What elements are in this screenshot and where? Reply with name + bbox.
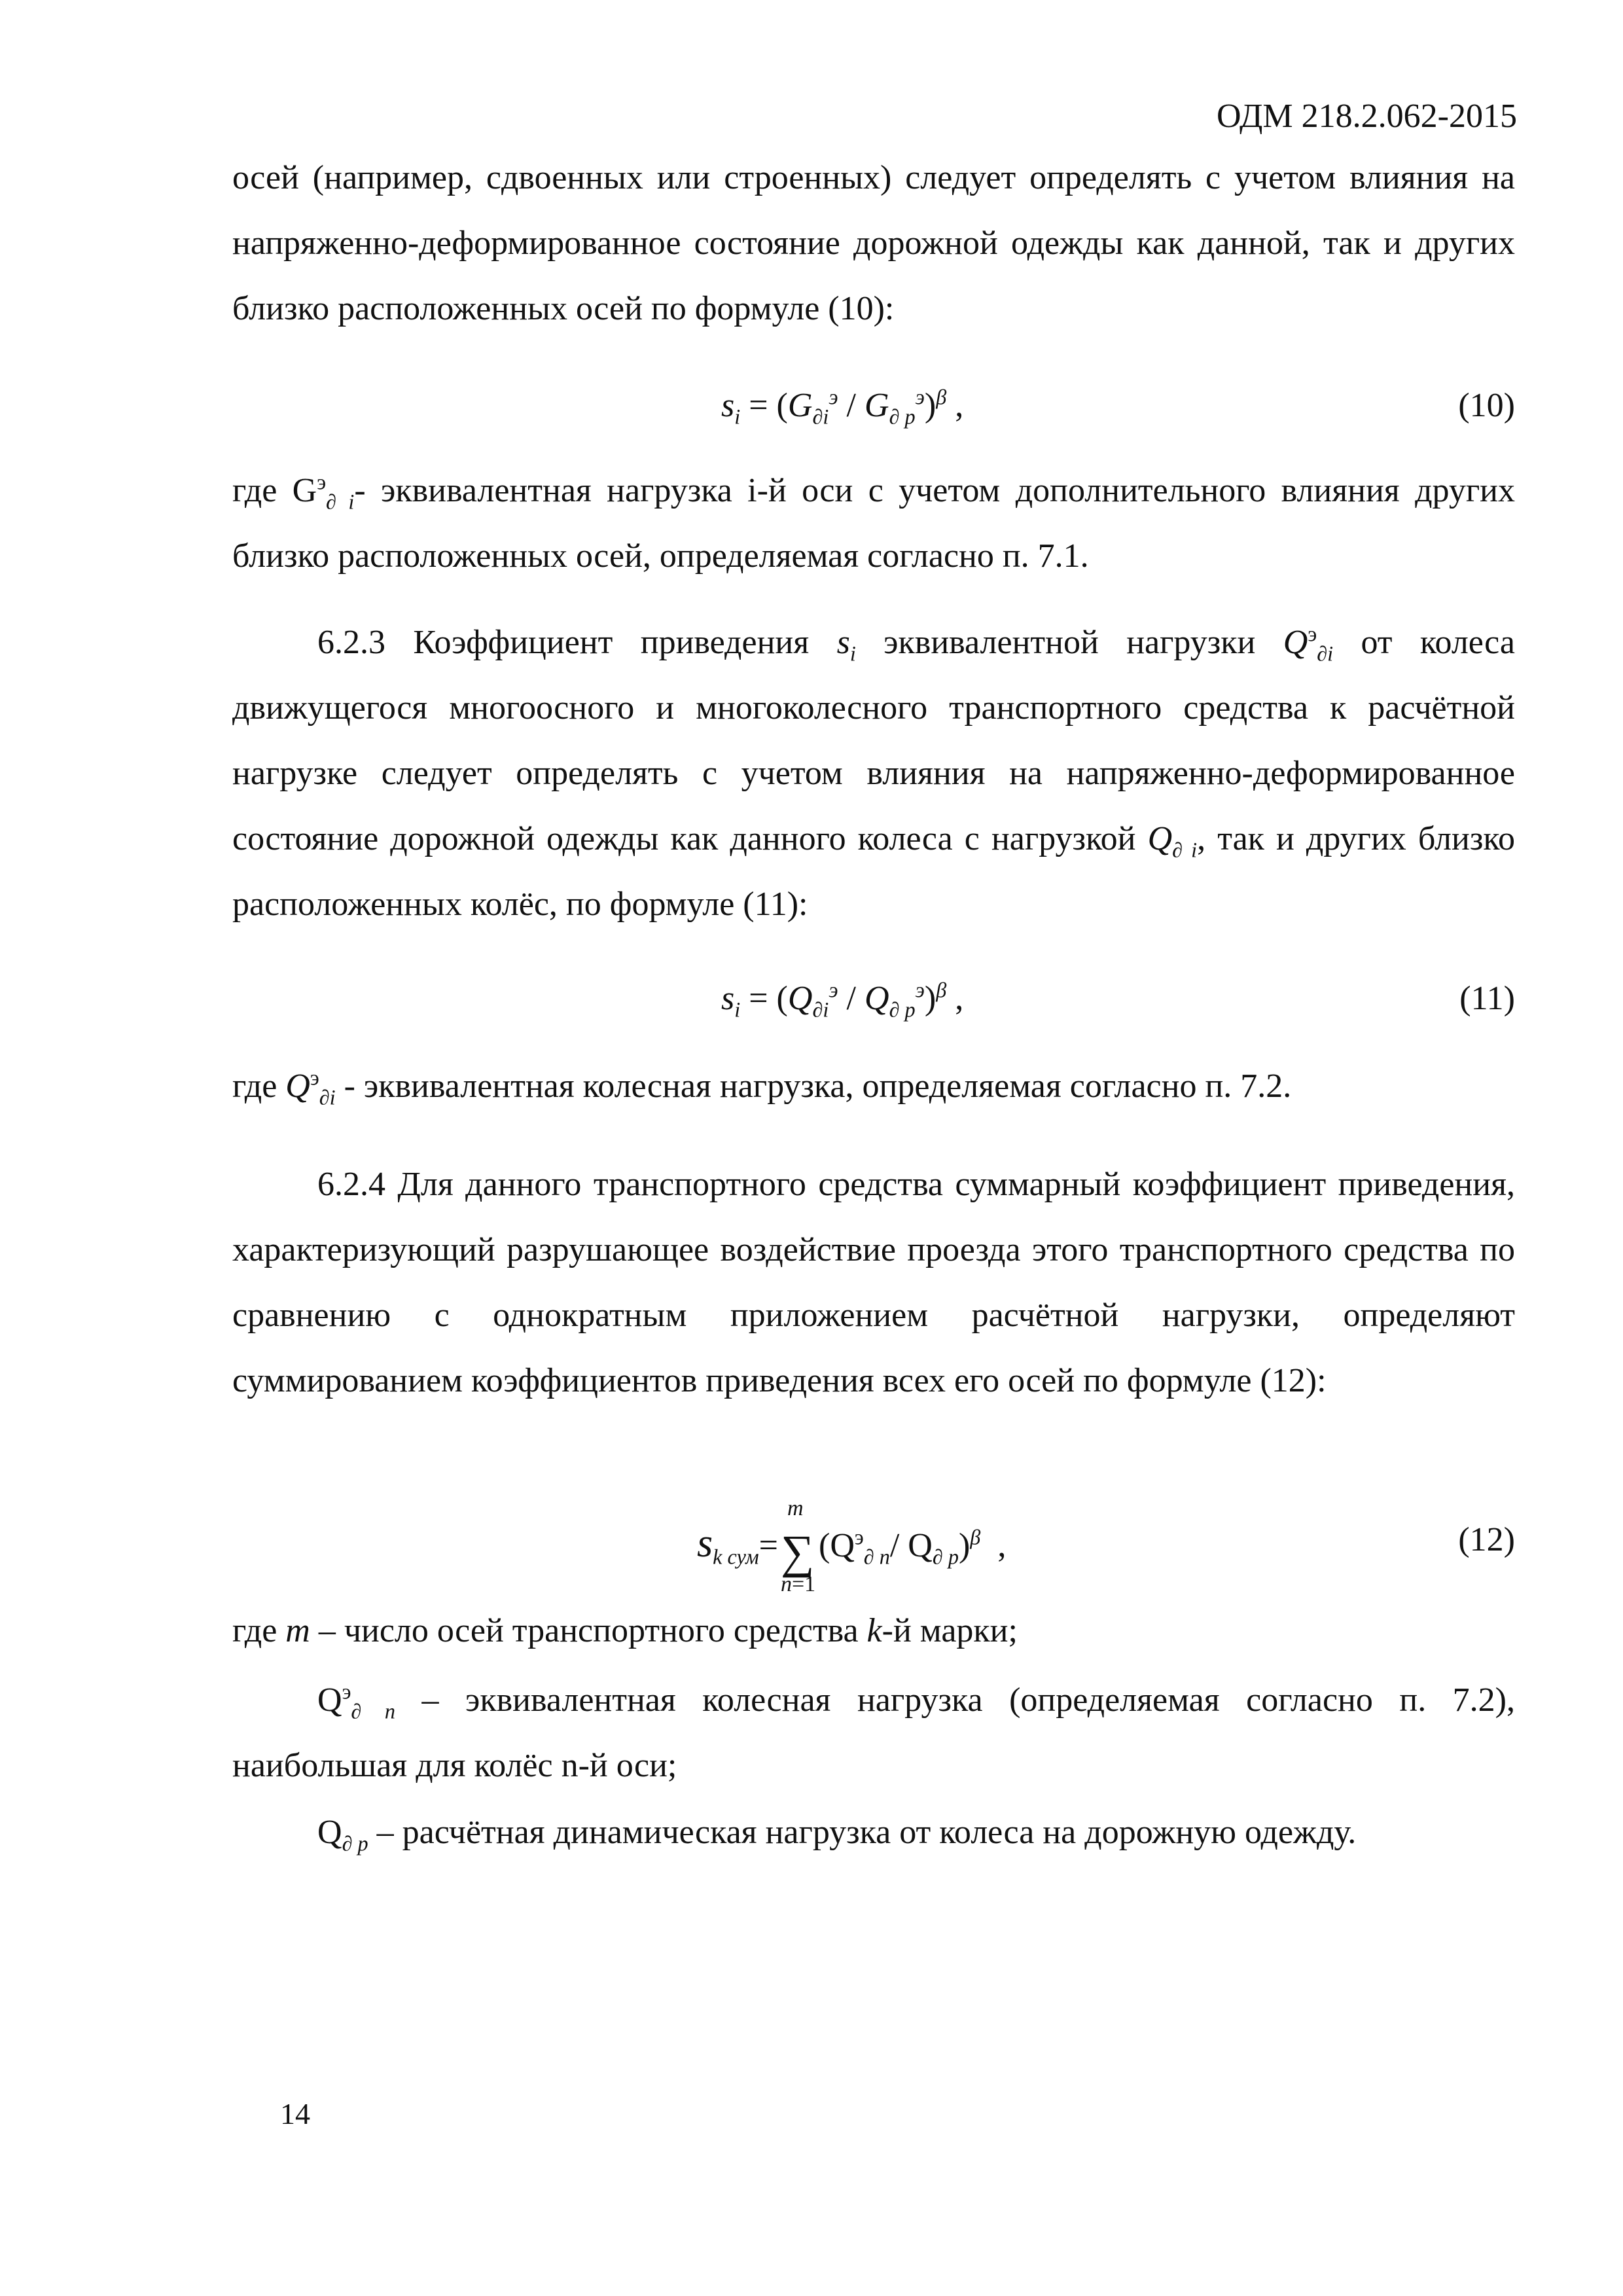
where-g-prefix: где G bbox=[232, 472, 317, 509]
paragraph-where-q bbox=[232, 1054, 1515, 1119]
formula-10-number: (10) bbox=[1458, 387, 1515, 424]
symbol-q-dp: $Q_{\partial p}$ bbox=[317, 1814, 368, 1856]
symbol-q-dn: $Q^э_{\partial n}$ bbox=[317, 1679, 396, 1723]
paragraph-axles: осей (например, сдвоенных или строенных) следует определять с учетом влияния на напряженно-деформированное состояние дорожной одежды как данной, так и других близко расположенных осей по формуле (10): bbox=[232, 159, 1515, 327]
where-g-text: - эквивалентная нагрузка i-й оси с учетом дополнительного влияния других близко расположенных осей, определяемая согласно п. 7.1. bbox=[232, 472, 1516, 575]
symbol-q-eq-2: $Q^э_{\partial i}$ bbox=[285, 1066, 336, 1109]
formula-10 bbox=[232, 374, 1515, 440]
p623-text-2: эквивалентной нагрузки bbox=[855, 624, 1283, 661]
formula-12-number: (12) bbox=[1458, 1521, 1515, 1558]
paragraph-q-dn bbox=[232, 1668, 1515, 1799]
q-dp-text: – расчётная динамическая нагрузка от колеса на дорожную одежду. bbox=[368, 1814, 1357, 1851]
formula-11 bbox=[232, 967, 1515, 1033]
symbol-q-eq: $Q^э_{\partial i}$ bbox=[1283, 622, 1334, 666]
q-dn-text: – эквивалентная колесная нагрузка (определяемая согласно п. 7.2), наибольшая для колёс n-й оси; bbox=[232, 1681, 1516, 1784]
where-m-suffix: -й марки; bbox=[882, 1612, 1018, 1649]
symbol-k: k bbox=[866, 1612, 882, 1649]
paragraph-where-g: где $G^э_{\partial i}-$ эквивалентная нагрузка i-й оси с учетом дополнительного влияния других близко расположенных осей, определяемая согласно п. 7.1. bbox=[232, 470, 1516, 575]
where-q-prefix: где bbox=[232, 1067, 286, 1105]
symbol-si: $s_i$ bbox=[836, 624, 856, 666]
where-m-text: – число осей транспортного средства bbox=[310, 1612, 867, 1649]
paragraph-q-dp bbox=[232, 1800, 1515, 1865]
p623-text-4: , так и других близко расположенных колёс, по формуле (11): bbox=[232, 820, 1515, 923]
p623-text-1: 6.2.3 Коэффициент приведения bbox=[317, 624, 837, 661]
paragraph-6-2-4: 6.2.4 Для данного транспортного средства суммарный коэффициент приведения, характеризующий разрушающее воздействие проезда этого транспортного средства по сравнению с однократным приложением расчётной нагрузки, определяют суммированием коэффициентов приведения всех его осей по формуле (12): bbox=[232, 1166, 1515, 1399]
formula-11-number: (11) bbox=[1459, 980, 1515, 1017]
p623-text-3: от колеса движущегося многоосного и многоколесного транспортного средства к расчётной нагрузке следует определять с учетом влияния на напряженно-деформированное состояние дорожной одежды как данного колеса с нагрузкой bbox=[232, 624, 1515, 857]
formula-10-expression: $s_i = (G_{\partial i}^э / G_{\partial p}^э)^\beta$ , bbox=[721, 385, 964, 429]
symbol-q-di: $Q_{\partial i}$ bbox=[1147, 820, 1198, 862]
document-code-header: ОДМ 218.2.062-2015 bbox=[1217, 98, 1517, 135]
formula-12 bbox=[232, 1496, 1515, 1597]
paragraph-6-2-3 bbox=[232, 610, 1515, 937]
where-q-text: - эквивалентная колесная нагрузка, определяемая согласно п. 7.2. bbox=[335, 1067, 1292, 1105]
where-m-prefix: где bbox=[232, 1612, 286, 1649]
page-number: 14 bbox=[280, 2097, 310, 2130]
summation-sign: ∑ m n=1 bbox=[781, 1496, 816, 1597]
formula-12-expression: $s_{k сум}=$ ∑ m n=1 ($Q^э_{\partial n}/$ $Q_{\partial p})^\beta$ , bbox=[697, 1496, 1007, 1597]
paragraph-where-m bbox=[232, 1598, 1515, 1664]
formula-11-expression: $s_i = (Q_{\partial i}^э / Q_{\partial p}^э)^\beta$ , bbox=[721, 978, 964, 1022]
symbol-m: m bbox=[285, 1612, 310, 1649]
